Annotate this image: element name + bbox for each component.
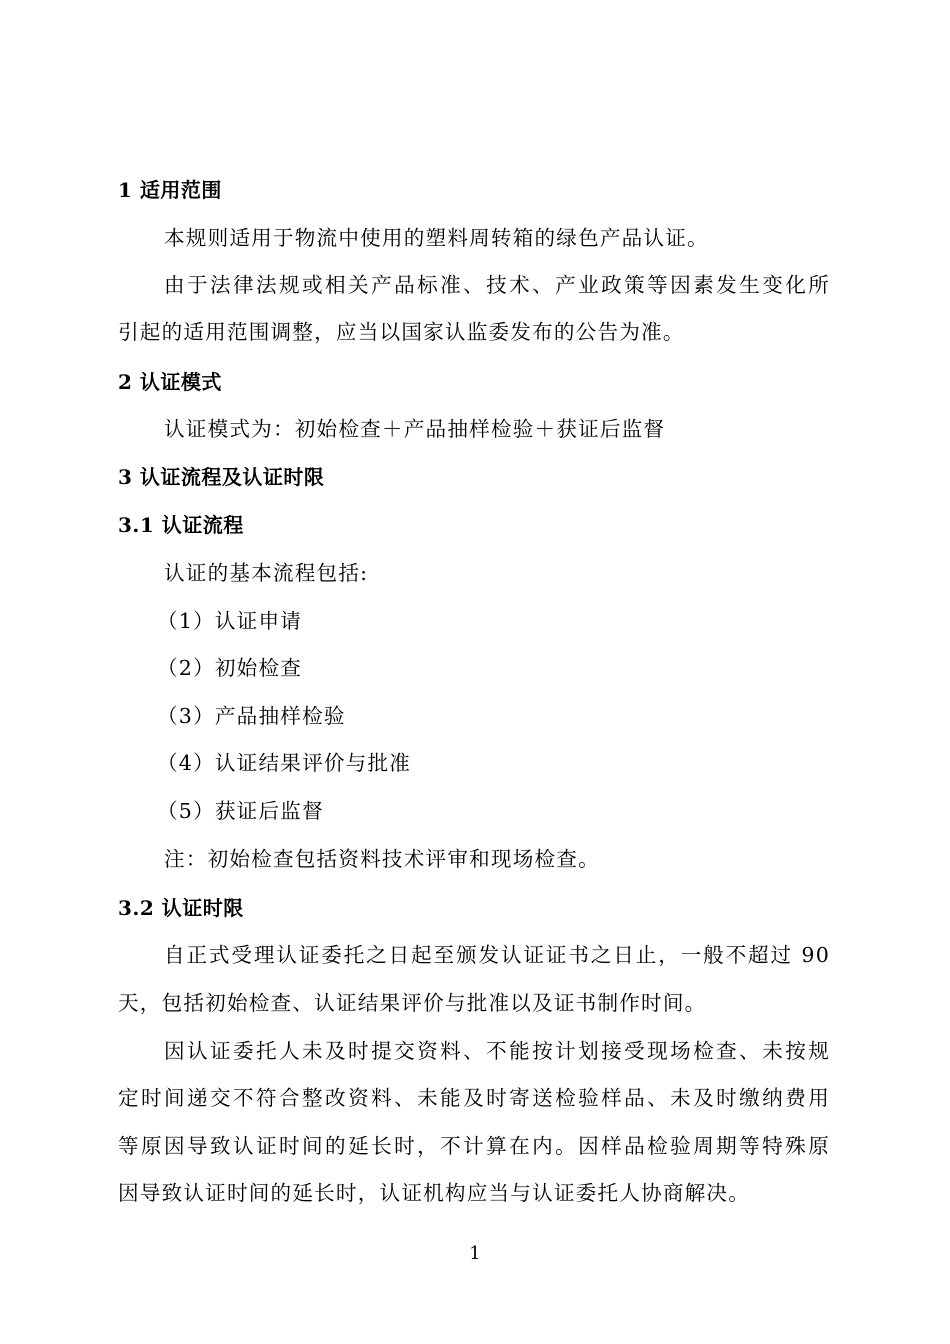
section-3-1-intro: 认证的基本流程包括:: [164, 561, 369, 585]
section-2-paragraph-1: 认证模式为：初始检查＋产品抽样检验＋获证后监督: [164, 417, 666, 441]
list-item: （5）获证后监督: [157, 799, 324, 823]
section-3-1-note: 注：初始检查包括资料技术评审和现场检查。: [164, 847, 600, 871]
section-3-2-paragraph-2-line-1: 因认证委托人未及时提交资料、不能按计划接受现场检查、未按规: [164, 1039, 830, 1063]
section-1-title: 1 适用范围: [118, 178, 222, 202]
section-3-title: 3 认证流程及认证时限: [118, 465, 325, 489]
section-3-2-paragraph-2-line-3: 等原因导致认证时间的延长时，不计算在内。因样品检验周期等特殊原: [118, 1134, 830, 1158]
section-1-paragraph-1: 本规则适用于物流中使用的塑料周转箱的绿色产品认证。: [164, 226, 709, 250]
section-2-title: 2 认证模式: [118, 370, 222, 394]
list-item: （2）初始检查: [157, 656, 303, 680]
page-number: 1: [469, 1243, 481, 1264]
list-item: （1）认证申请: [157, 609, 303, 633]
section-3-2-paragraph-2-line-2: 定时间递交不符合整改资料、未能及时寄送检验样品、未及时缴纳费用: [118, 1086, 830, 1110]
section-3-1-title: 3.1 认证流程: [118, 513, 244, 537]
section-3-2-paragraph-2-line-4: 因导致认证时间的延长时，认证机构应当与认证委托人协商解决。: [118, 1181, 751, 1205]
section-3-2-title: 3.2 认证时限: [118, 896, 244, 920]
section-1-paragraph-2-line-1: 由于法律法规或相关产品标准、技术、产业政策等因素发生变化所: [164, 273, 830, 297]
list-item: （3）产品抽样检验: [157, 704, 346, 728]
section-1-paragraph-2-line-2: 引起的适用范围调整，应当以国家认监委发布的公告为准。: [118, 320, 685, 344]
section-3-2-paragraph-1-line-1: 自正式受理认证委托之日起至颁发认证证书之日止，一般不超过 90: [164, 943, 830, 967]
section-3-2-paragraph-1-line-2: 天，包括初始检查、认证结果评价与批准以及证书制作时间。: [118, 991, 707, 1015]
list-item: （4）认证结果评价与批准: [157, 751, 412, 775]
